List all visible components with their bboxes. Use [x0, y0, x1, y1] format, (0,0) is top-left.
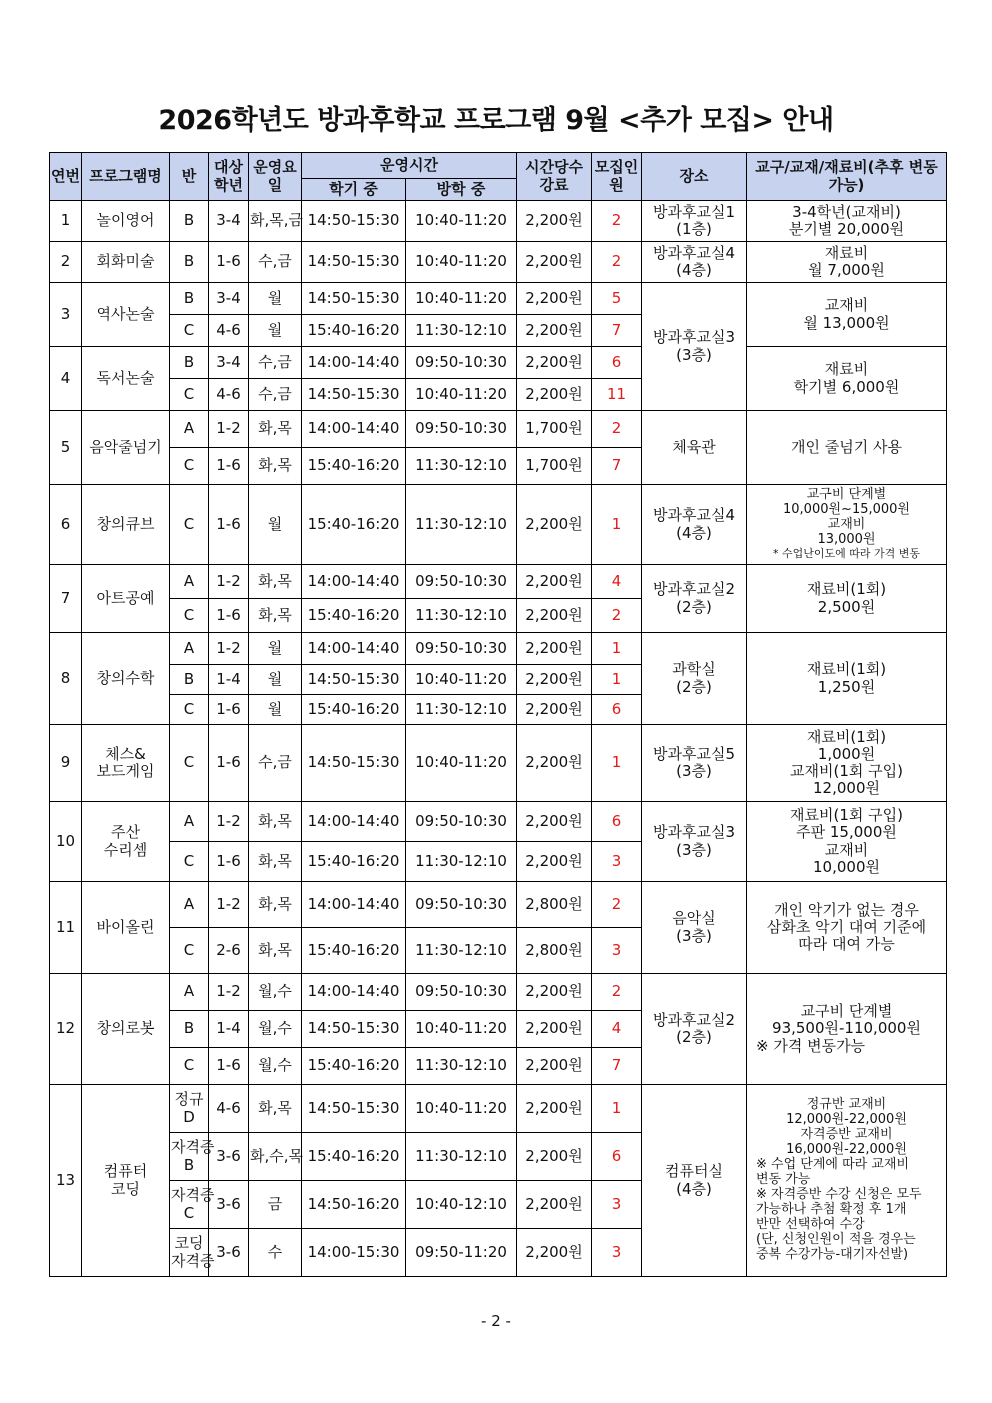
vacation-time: 09:50-10:30 [406, 633, 517, 665]
days-cell: 월 [249, 283, 302, 315]
fee-cell: 2,200원 [517, 201, 592, 242]
days-cell: 월,수 [249, 974, 302, 1011]
days-cell: 수,금 [249, 242, 302, 283]
recruit-count: 2 [592, 411, 642, 448]
fee-cell: 2,200원 [517, 1181, 592, 1229]
materials-cell: 정규반 교재비 12,000원-22,000원 자격증반 교재비 16,000원-22,000원 ※ 수업 단계에 따라 교재비 변동 가능 ※ 자격증반 수강 신청은 모두 가능하나 추첨 확정 후 1개 반만 선택하여 수강 (단, 신청인원이 적을 경우는 중복 수강가능-대기자선발) [747, 1085, 947, 1277]
row-number: 7 [50, 565, 82, 633]
materials-cell: 3-4학년(교재비) 분기별 20,000원 [747, 201, 947, 242]
days-cell: 화,목 [249, 411, 302, 448]
days-cell: 화,목 [249, 448, 302, 485]
program-name: 창의로봇 [82, 974, 170, 1085]
semester-time: 15:40-16:20 [302, 599, 406, 633]
fee-cell: 2,200원 [517, 283, 592, 315]
materials-cell: 재료비(1회 구입) 주판 15,000원 교재비 10,000원 [747, 802, 947, 882]
fee-cell: 2,200원 [517, 633, 592, 665]
grade-cell: 3-4 [209, 347, 249, 379]
vacation-time: 09:50-10:30 [406, 974, 517, 1011]
semester-time: 14:00-14:40 [302, 802, 406, 842]
semester-time: 15:40-16:20 [302, 842, 406, 882]
program-name: 컴퓨터 코딩 [82, 1085, 170, 1277]
vacation-time: 10:40-11:20 [406, 242, 517, 283]
page-title: 2026학년도 방과후학교 프로그램 9월 <추가 모집> 안내 [158, 105, 834, 136]
vacation-time: 09:50-10:30 [406, 347, 517, 379]
class-cell: C [170, 842, 209, 882]
class-cell: 정규 D [170, 1085, 209, 1133]
row-number: 1 [50, 201, 82, 242]
class-cell: C [170, 485, 209, 565]
days-cell: 수 [249, 1229, 302, 1277]
vacation-time: 10:40-11:20 [406, 379, 517, 411]
class-cell: C [170, 599, 209, 633]
class-cell: C [170, 725, 209, 802]
fee-cell: 2,200원 [517, 242, 592, 283]
fee-cell: 2,200원 [517, 725, 592, 802]
fee-cell: 2,200원 [517, 485, 592, 565]
row-number: 8 [50, 633, 82, 725]
fee-cell: 2,800원 [517, 882, 592, 928]
class-cell: C [170, 928, 209, 974]
table-row [50, 201, 947, 242]
fee-cell: 2,200원 [517, 1133, 592, 1181]
fee-cell: 1,700원 [517, 448, 592, 485]
class-cell: A [170, 802, 209, 842]
recruit-count: 3 [592, 1229, 642, 1277]
semester-time: 14:50-15:30 [302, 242, 406, 283]
vacation-time: 09:50-10:30 [406, 565, 517, 599]
vacation-time: 10:40-12:10 [406, 1181, 517, 1229]
table-row [50, 242, 947, 283]
days-cell: 화,수,목 [249, 1133, 302, 1181]
row-number: 10 [50, 802, 82, 882]
recruit-count: 7 [592, 315, 642, 347]
grade-cell: 1-2 [209, 882, 249, 928]
materials-cell: 교구비 단계별 10,000원~15,000원 교재비 13,000원 * 수업난이도에 따라 가격 변동 [747, 485, 947, 565]
place-cell: 방과후교실4 (4층) [642, 485, 747, 565]
grade-cell: 3-4 [209, 201, 249, 242]
days-cell: 월,수 [249, 1011, 302, 1048]
semester-time: 14:50-15:30 [302, 1085, 406, 1133]
grade-cell: 3-6 [209, 1181, 249, 1229]
vacation-time: 09:50-10:30 [406, 802, 517, 842]
grade-cell: 1-2 [209, 974, 249, 1011]
class-cell: B [170, 347, 209, 379]
days-cell: 화,목 [249, 842, 302, 882]
grade-cell: 1-6 [209, 1048, 249, 1085]
recruit-count: 4 [592, 565, 642, 599]
program-name: 놀이영어 [82, 201, 170, 242]
header-time: 운영시간 [302, 153, 517, 179]
table-row [50, 565, 947, 599]
grade-cell: 4-6 [209, 379, 249, 411]
recruit-count: 2 [592, 974, 642, 1011]
recruit-count: 11 [592, 379, 642, 411]
semester-time: 15:40-16:20 [302, 928, 406, 974]
materials-cell: 교구비 단계별 93,500원-110,000원 ※ 가격 변동가능 [747, 974, 947, 1085]
table-row [50, 283, 947, 315]
days-cell: 월 [249, 695, 302, 725]
vacation-time: 11:30-12:10 [406, 928, 517, 974]
fee-cell: 2,200원 [517, 1229, 592, 1277]
class-cell: A [170, 411, 209, 448]
days-cell: 월,수 [249, 1048, 302, 1085]
semester-time: 14:50-15:30 [302, 1011, 406, 1048]
semester-time: 14:50-15:30 [302, 283, 406, 315]
recruit-count: 6 [592, 802, 642, 842]
semester-time: 14:50-16:20 [302, 1181, 406, 1229]
header-vacation: 방학 중 [406, 179, 517, 201]
grade-cell: 1-6 [209, 485, 249, 565]
semester-time: 15:40-16:20 [302, 448, 406, 485]
table-row [50, 882, 947, 928]
row-number: 4 [50, 347, 82, 411]
days-cell: 수,금 [249, 347, 302, 379]
fee-cell: 2,200원 [517, 665, 592, 695]
semester-time: 14:50-15:30 [302, 665, 406, 695]
page-number: - 2 - [481, 1312, 511, 1330]
place-cell: 컴퓨터실 (4층) [642, 1085, 747, 1277]
days-cell: 월 [249, 665, 302, 695]
class-cell: A [170, 565, 209, 599]
fee-cell: 2,200원 [517, 974, 592, 1011]
vacation-time: 11:30-12:10 [406, 1048, 517, 1085]
materials-cell: 개인 줄넘기 사용 [747, 411, 947, 485]
header-fee: 시간당수강료 [517, 153, 592, 201]
place-cell: 방과후교실5 (3층) [642, 725, 747, 802]
semester-time: 14:50-15:30 [302, 201, 406, 242]
header-place: 장소 [642, 153, 747, 201]
semester-time: 15:40-16:20 [302, 1048, 406, 1085]
vacation-time: 09:50-11:20 [406, 1229, 517, 1277]
class-cell: C [170, 379, 209, 411]
recruit-count: 1 [592, 665, 642, 695]
days-cell: 화,목 [249, 599, 302, 633]
class-cell: C [170, 695, 209, 725]
table-row [50, 485, 947, 565]
recruit-count: 4 [592, 1011, 642, 1048]
grade-cell: 1-4 [209, 665, 249, 695]
recruit-count: 3 [592, 842, 642, 882]
table-row [50, 802, 947, 842]
materials-cell: 재료비(1회) 1,000원 교재비(1회 구입) 12,000원 [747, 725, 947, 802]
fee-cell: 2,200원 [517, 599, 592, 633]
materials-cell: 재료비 월 7,000원 [747, 242, 947, 283]
header-semester: 학기 중 [302, 179, 406, 201]
semester-time: 15:40-16:20 [302, 695, 406, 725]
semester-time: 14:00-14:40 [302, 565, 406, 599]
row-number: 11 [50, 882, 82, 974]
fee-cell: 2,200원 [517, 1048, 592, 1085]
grade-cell: 1-6 [209, 842, 249, 882]
program-table [49, 152, 947, 1277]
vacation-time: 09:50-10:30 [406, 411, 517, 448]
days-cell: 금 [249, 1181, 302, 1229]
semester-time: 15:40-16:20 [302, 485, 406, 565]
recruit-count: 6 [592, 1133, 642, 1181]
program-name: 주산 수리셈 [82, 802, 170, 882]
vacation-time: 09:50-10:30 [406, 882, 517, 928]
header-count: 모집인원 [592, 153, 642, 201]
fee-cell: 2,200원 [517, 842, 592, 882]
program-name: 체스& 보드게임 [82, 725, 170, 802]
grade-cell: 4-6 [209, 1085, 249, 1133]
class-cell: C [170, 448, 209, 485]
recruit-count: 3 [592, 928, 642, 974]
row-number: 9 [50, 725, 82, 802]
program-name: 창의큐브 [82, 485, 170, 565]
vacation-time: 10:40-11:20 [406, 1011, 517, 1048]
days-cell: 화,목 [249, 1085, 302, 1133]
fee-cell: 1,700원 [517, 411, 592, 448]
fee-cell: 2,800원 [517, 928, 592, 974]
materials-cell: 재료비(1회) 2,500원 [747, 565, 947, 633]
days-cell: 화,목 [249, 928, 302, 974]
fee-cell: 2,200원 [517, 315, 592, 347]
grade-cell: 1-2 [209, 633, 249, 665]
header-program: 프로그램명 [82, 153, 170, 201]
grade-cell: 1-6 [209, 599, 249, 633]
grade-cell: 1-4 [209, 1011, 249, 1048]
place-cell: 과학실 (2층) [642, 633, 747, 725]
semester-time: 14:00-14:40 [302, 411, 406, 448]
row-number: 2 [50, 242, 82, 283]
class-cell: 코딩 자격증 [170, 1229, 209, 1277]
days-cell: 월 [249, 315, 302, 347]
days-cell: 수,금 [249, 725, 302, 802]
days-cell: 화,목,금 [249, 201, 302, 242]
semester-time: 15:40-16:20 [302, 315, 406, 347]
row-number: 3 [50, 283, 82, 347]
class-cell: C [170, 315, 209, 347]
days-cell: 월 [249, 633, 302, 665]
class-cell: B [170, 665, 209, 695]
grade-cell: 1-6 [209, 725, 249, 802]
vacation-time: 10:40-11:20 [406, 725, 517, 802]
grade-cell: 1-2 [209, 565, 249, 599]
table-row [50, 347, 947, 379]
header-materials: 교구/교재/재료비(추후 변동 가능) [747, 153, 947, 201]
days-cell: 화,목 [249, 882, 302, 928]
days-cell: 수,금 [249, 379, 302, 411]
materials-cell: 재료비 학기별 6,000원 [747, 347, 947, 411]
header-no: 연번 [50, 153, 82, 201]
days-cell: 화,목 [249, 565, 302, 599]
class-cell: C [170, 1048, 209, 1085]
semester-time: 14:00-14:40 [302, 347, 406, 379]
grade-cell: 1-2 [209, 802, 249, 842]
semester-time: 14:00-15:30 [302, 1229, 406, 1277]
grade-cell: 3-4 [209, 283, 249, 315]
class-cell: A [170, 882, 209, 928]
fee-cell: 2,200원 [517, 695, 592, 725]
days-cell: 화,목 [249, 802, 302, 842]
fee-cell: 2,200원 [517, 347, 592, 379]
place-cell: 방과후교실1 (1층) [642, 201, 747, 242]
vacation-time: 10:40-11:20 [406, 283, 517, 315]
table-row [50, 725, 947, 802]
table-row [50, 633, 947, 665]
program-name: 역사논술 [82, 283, 170, 347]
recruit-count: 2 [592, 242, 642, 283]
vacation-time: 10:40-11:20 [406, 201, 517, 242]
vacation-time: 10:40-11:20 [406, 665, 517, 695]
grade-cell: 1-6 [209, 695, 249, 725]
program-name: 바이올린 [82, 882, 170, 974]
vacation-time: 11:30-12:10 [406, 315, 517, 347]
class-cell: B [170, 1011, 209, 1048]
place-cell: 방과후교실3 (3층) [642, 802, 747, 882]
fee-cell: 2,200원 [517, 1085, 592, 1133]
class-cell: B [170, 242, 209, 283]
recruit-count: 6 [592, 695, 642, 725]
materials-cell: 재료비(1회) 1,250원 [747, 633, 947, 725]
vacation-time: 11:30-12:10 [406, 1133, 517, 1181]
semester-time: 14:00-14:40 [302, 974, 406, 1011]
place-cell: 방과후교실4 (4층) [642, 242, 747, 283]
recruit-count: 1 [592, 485, 642, 565]
grade-cell: 4-6 [209, 315, 249, 347]
semester-time: 14:50-15:30 [302, 379, 406, 411]
place-cell: 체육관 [642, 411, 747, 485]
vacation-time: 11:30-12:10 [406, 695, 517, 725]
row-number: 12 [50, 974, 82, 1085]
recruit-count: 1 [592, 1085, 642, 1133]
semester-time: 14:00-14:40 [302, 882, 406, 928]
program-name: 음악줄넘기 [82, 411, 170, 485]
vacation-time: 11:30-12:10 [406, 842, 517, 882]
class-cell: B [170, 283, 209, 315]
fee-cell: 2,200원 [517, 565, 592, 599]
vacation-time: 11:30-12:10 [406, 599, 517, 633]
recruit-count: 2 [592, 201, 642, 242]
fee-cell: 2,200원 [517, 1011, 592, 1048]
grade-cell: 1-6 [209, 242, 249, 283]
program-name: 창의수학 [82, 633, 170, 725]
grade-cell: 1-6 [209, 448, 249, 485]
place-cell: 음악실 (3층) [642, 882, 747, 974]
class-cell: B [170, 201, 209, 242]
semester-time: 14:00-14:40 [302, 633, 406, 665]
recruit-count: 5 [592, 283, 642, 315]
table-row [50, 1085, 947, 1133]
semester-time: 14:50-15:30 [302, 725, 406, 802]
class-cell: A [170, 974, 209, 1011]
recruit-count: 6 [592, 347, 642, 379]
recruit-count: 2 [592, 882, 642, 928]
row-number: 5 [50, 411, 82, 485]
program-name: 회화미술 [82, 242, 170, 283]
grade-cell: 3-6 [209, 1133, 249, 1181]
grade-cell: 3-6 [209, 1229, 249, 1277]
grade-cell: 1-2 [209, 411, 249, 448]
program-name: 아트공예 [82, 565, 170, 633]
table-row [50, 411, 947, 448]
header-days: 운영요일 [249, 153, 302, 201]
vacation-time: 10:40-11:20 [406, 1085, 517, 1133]
semester-time: 15:40-16:20 [302, 1133, 406, 1181]
vacation-time: 11:30-12:10 [406, 485, 517, 565]
recruit-count: 3 [592, 1181, 642, 1229]
fee-cell: 2,200원 [517, 802, 592, 842]
table-row [50, 974, 947, 1011]
place-cell: 방과후교실2 (2층) [642, 565, 747, 633]
materials-cell: 개인 악기가 없는 경우 삼화초 악기 대여 기준에 따라 대여 가능 [747, 882, 947, 974]
place-cell: 방과후교실2 (2층) [642, 974, 747, 1085]
recruit-count: 7 [592, 1048, 642, 1085]
recruit-count: 7 [592, 448, 642, 485]
recruit-count: 1 [592, 633, 642, 665]
grade-cell: 2-6 [209, 928, 249, 974]
place-cell: 방과후교실3 (3층) [642, 283, 747, 411]
row-number: 6 [50, 485, 82, 565]
class-cell: A [170, 633, 209, 665]
row-number: 13 [50, 1085, 82, 1277]
header-grade: 대상학년 [209, 153, 249, 201]
header-class: 반 [170, 153, 209, 201]
recruit-count: 2 [592, 599, 642, 633]
class-cell: 자격증 C [170, 1181, 209, 1229]
program-name: 독서논술 [82, 347, 170, 411]
materials-cell: 교재비 월 13,000원 [747, 283, 947, 347]
vacation-time: 11:30-12:10 [406, 448, 517, 485]
fee-cell: 2,200원 [517, 379, 592, 411]
class-cell: 자격증 B [170, 1133, 209, 1181]
recruit-count: 1 [592, 725, 642, 802]
days-cell: 월 [249, 485, 302, 565]
